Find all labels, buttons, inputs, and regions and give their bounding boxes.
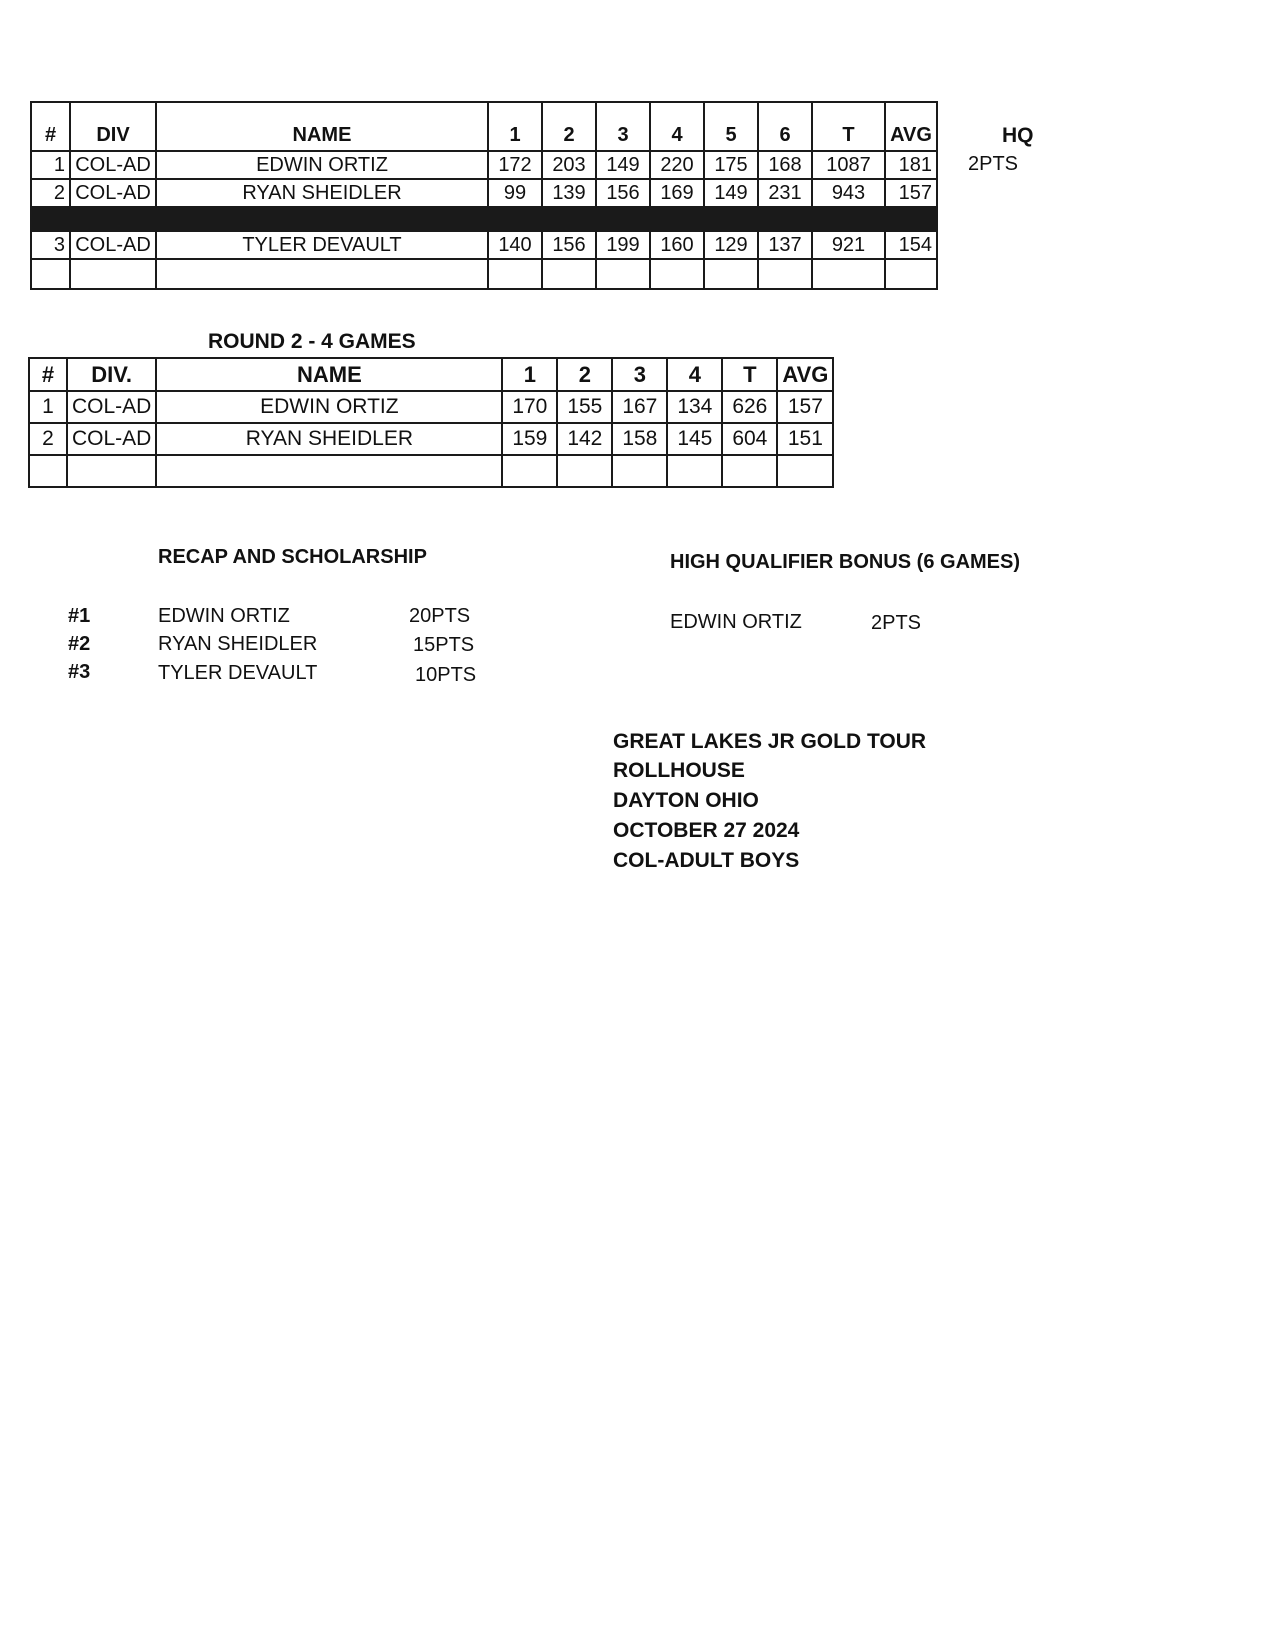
table-row [31,179,937,207]
game-cell: 169 [650,179,704,207]
avg-cell: 157 [885,179,937,207]
total-cell: 943 [812,179,885,207]
div-cell: COL-AD [70,231,156,259]
recap-rank: #3 [68,661,91,683]
total-cell: 1087 [812,151,885,179]
recap-points: 15PTS [413,634,475,656]
recap-rank: #2 [68,633,91,655]
cut-line-row [31,207,937,231]
col-header-rank: # [31,102,70,151]
table-header-row [31,102,937,151]
total-cell: 604 [722,423,777,455]
name-cell: RYAN SHEIDLER [156,179,488,207]
total-cell: 921 [812,231,885,259]
empty-row [29,455,833,487]
name-cell: EDWIN ORTIZ [156,151,488,179]
game-cell: 203 [542,151,596,179]
col-header-div: DIV. [67,358,156,391]
game-cell: 175 [704,151,758,179]
recap-name: TYLER DEVAULT [158,662,318,684]
game-cell: 160 [650,231,704,259]
game-cell: 149 [596,151,650,179]
table-row [31,231,937,259]
avg-cell: 181 [885,151,937,179]
event-venue: ROLLHOUSE [613,759,745,782]
avg-cell: 154 [885,231,937,259]
hq-bonus-title: HIGH QUALIFIER BONUS (6 GAMES) [670,551,1021,573]
game-cell: 231 [758,179,812,207]
col-header-name: NAME [156,102,488,151]
event-date: OCTOBER 27 2024 [613,819,800,842]
round1-table [30,101,938,290]
hq-bonus-points: 2PTS [871,612,922,634]
game-cell: 99 [488,179,542,207]
col-header-game1: 1 [502,358,557,391]
rank-cell: 2 [29,423,67,455]
col-header-total: T [722,358,777,391]
recap-name: RYAN SHEIDLER [158,633,318,655]
avg-cell: 157 [777,391,833,423]
game-cell: 156 [542,231,596,259]
round2-title: ROUND 2 - 4 GAMES [208,330,416,353]
col-header-div: DIV [70,102,156,151]
recap-points: 20PTS [409,605,471,627]
game-cell: 170 [502,391,557,423]
empty-row [31,259,937,289]
game-cell: 142 [557,423,612,455]
rank-cell: 1 [31,151,70,179]
game-cell: 156 [596,179,650,207]
game-cell: 129 [704,231,758,259]
game-cell: 158 [612,423,667,455]
game-cell: 167 [612,391,667,423]
game-cell: 159 [502,423,557,455]
game-cell: 145 [667,423,722,455]
table-row [29,391,833,423]
recap-points: 10PTS [415,664,477,686]
hq-header: HQ [1002,124,1034,147]
game-cell: 149 [704,179,758,207]
event-location: DAYTON OHIO [613,789,759,812]
col-header-total: T [812,102,885,151]
total-cell: 626 [722,391,777,423]
game-cell: 168 [758,151,812,179]
game-cell: 134 [667,391,722,423]
hq-bonus-name: EDWIN ORTIZ [670,611,802,633]
table-row [31,151,937,179]
game-cell: 155 [557,391,612,423]
game-cell: 139 [542,179,596,207]
col-header-game5: 5 [704,102,758,151]
name-cell: EDWIN ORTIZ [156,391,502,423]
col-header-rank: # [29,358,67,391]
col-header-game2: 2 [557,358,612,391]
name-cell: TYLER DEVAULT [156,231,488,259]
game-cell: 199 [596,231,650,259]
col-header-game3: 3 [596,102,650,151]
name-cell: RYAN SHEIDLER [156,423,502,455]
col-header-game3: 3 [612,358,667,391]
round2-table [28,357,834,488]
game-cell: 137 [758,231,812,259]
event-tour-name: GREAT LAKES JR GOLD TOUR [613,730,927,753]
avg-cell: 151 [777,423,833,455]
recap-title: RECAP AND SCHOLARSHIP [158,546,427,568]
hq-points: 2PTS [968,153,1019,175]
table-row [29,423,833,455]
table-header-row [29,358,833,391]
rank-cell: 2 [31,179,70,207]
div-cell: COL-AD [70,179,156,207]
rank-cell: 1 [29,391,67,423]
div-cell: COL-AD [67,391,156,423]
col-header-game1: 1 [488,102,542,151]
col-header-avg: AVG [777,358,833,391]
col-header-game4: 4 [650,102,704,151]
rank-cell: 3 [31,231,70,259]
recap-rank: #1 [68,605,91,627]
div-cell: COL-AD [70,151,156,179]
game-cell: 220 [650,151,704,179]
col-header-game6: 6 [758,102,812,151]
game-cell: 172 [488,151,542,179]
col-header-game4: 4 [667,358,722,391]
event-division: COL-ADULT BOYS [613,849,800,872]
col-header-name: NAME [156,358,502,391]
recap-name: EDWIN ORTIZ [158,605,290,627]
game-cell: 140 [488,231,542,259]
col-header-game2: 2 [542,102,596,151]
col-header-avg: AVG [885,102,937,151]
div-cell: COL-AD [67,423,156,455]
